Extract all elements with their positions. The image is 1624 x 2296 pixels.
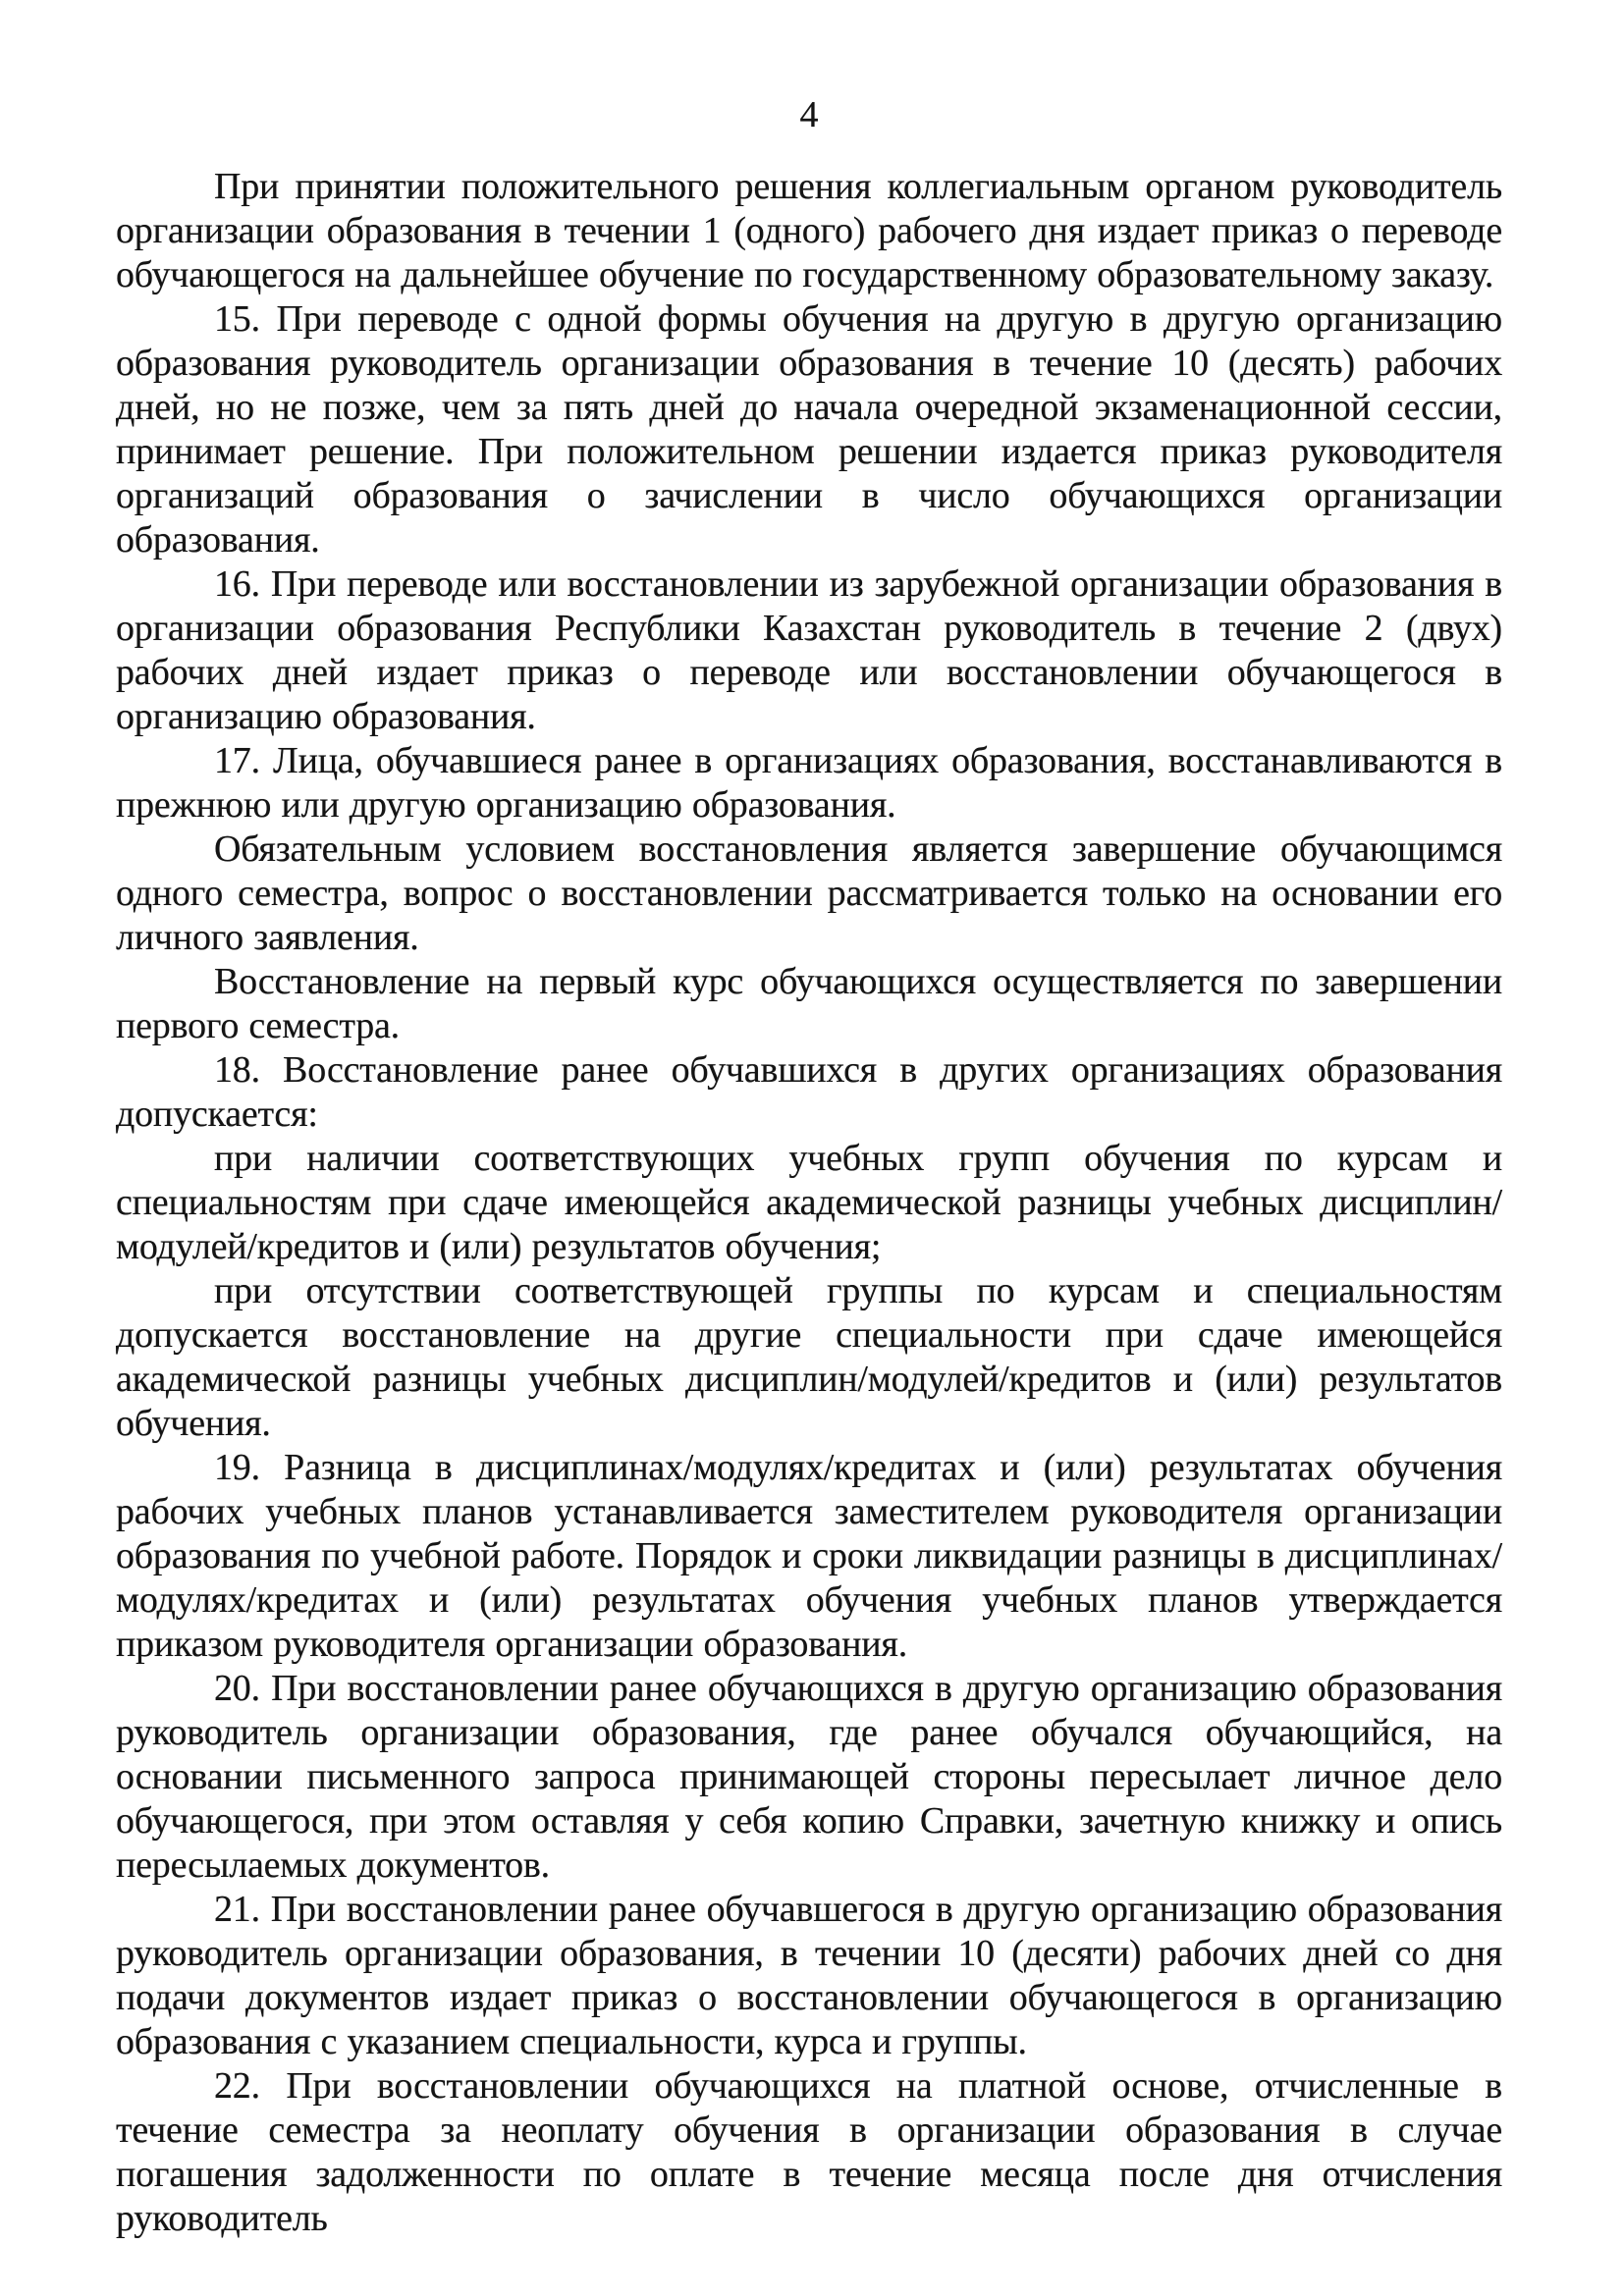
para-19: 19. Разница в дисциплинах/модулях/кредитах и (или) результатах обучения рабочих учебных планов устанавливается заместителем руководителя организации образования по учебной работе. Порядок и сроки ликвидации разницы в дисциплинах/ модулях/кредитах и (или) результатах обучения учебных планов утверждается приказом руководителя организации образования. [116,1447,1502,1665]
para-17-note-2: Восстановление на первый курс обучающихся осуществляется по завершении первого семестра. [116,961,1502,1046]
para-18-clause-b: при отсутствии соответствующей группы по курсам и специальностям допускается восстановление на другие специальности при сдаче имеющейся академической разницы учебных дисциплин/модулей/кредитов и (или) результатов обучения. [116,1270,1502,1444]
page-number: 4 [799,94,819,135]
para-18: 18. Восстановление ранее обучавшихся в других организациях образования допускается: [116,1049,1502,1135]
para-preamble: При принятии положительного решения коллегиальным органом руководитель организации образования в течении 1 (одного) рабочего дня издает приказ о переводе обучающегося на дальнейшее обучение по государственному образовательному заказу. [116,166,1502,295]
para-15: 15. При переводе с одной формы обучения на другую в другую организацию образования руководитель организации образования в течение 10 (десять) рабочих дней, но не позже, чем за пять дней до начала очередной экзаменационной сессии, принимает решение. При положительном решении издается приказ руководителя организаций образования о зачислении в число обучающихся организации образования. [116,298,1502,561]
document-body [116,165,1502,2241]
para-17-note-1: Обязательным условием восстановления является завершение обучающимся одного семестра, вопрос о восстановлении рассматривается только на основании его личного заявления. [116,828,1502,958]
para-21: 21. При восстановлении ранее обучавшегося в другую организацию образования руководитель организации образования, в течении 10 (десяти) рабочих дней со дня подачи документов издает приказ о восстановлении обучающегося в организацию образования с указанием специальности, курса и группы. [116,1889,1502,2062]
para-22: 22. При восстановлении обучающихся на платной основе, отчисленные в течение семестра за неоплату обучения в организации образования в случае погашения задолженности по оплате в течение месяца после дня отчисления руководитель [116,2065,1502,2239]
para-18-clause-a: при наличии соответствующих учебных групп обучения по курсам и специальностям при сдаче имеющейся академической разницы учебных дисциплин/модулей/кредитов и (или) результатов обучения; [116,1138,1502,1267]
para-16: 16. При переводе или восстановлении из зарубежной организации образования в организации образования Республики Казахстан руководитель в течение 2 (двух) рабочих дней издает приказ о переводе или восстановлении обучающегося в организацию образования. [116,563,1502,737]
para-20: 20. При восстановлении ранее обучающихся в другую организацию образования руководитель организации образования, где ранее обучался обучающийся, на основании письменного запроса принимающей стороны пересылает личное дело обучающегося, при этом оставляя у себя копию Справки, зачетную книжку и опись пересылаемых документов. [116,1668,1502,1886]
para-17: 17. Лица, обучавшиеся ранее в организациях образования, восстанавливаются в прежнюю или другую организацию образования. [116,740,1502,826]
